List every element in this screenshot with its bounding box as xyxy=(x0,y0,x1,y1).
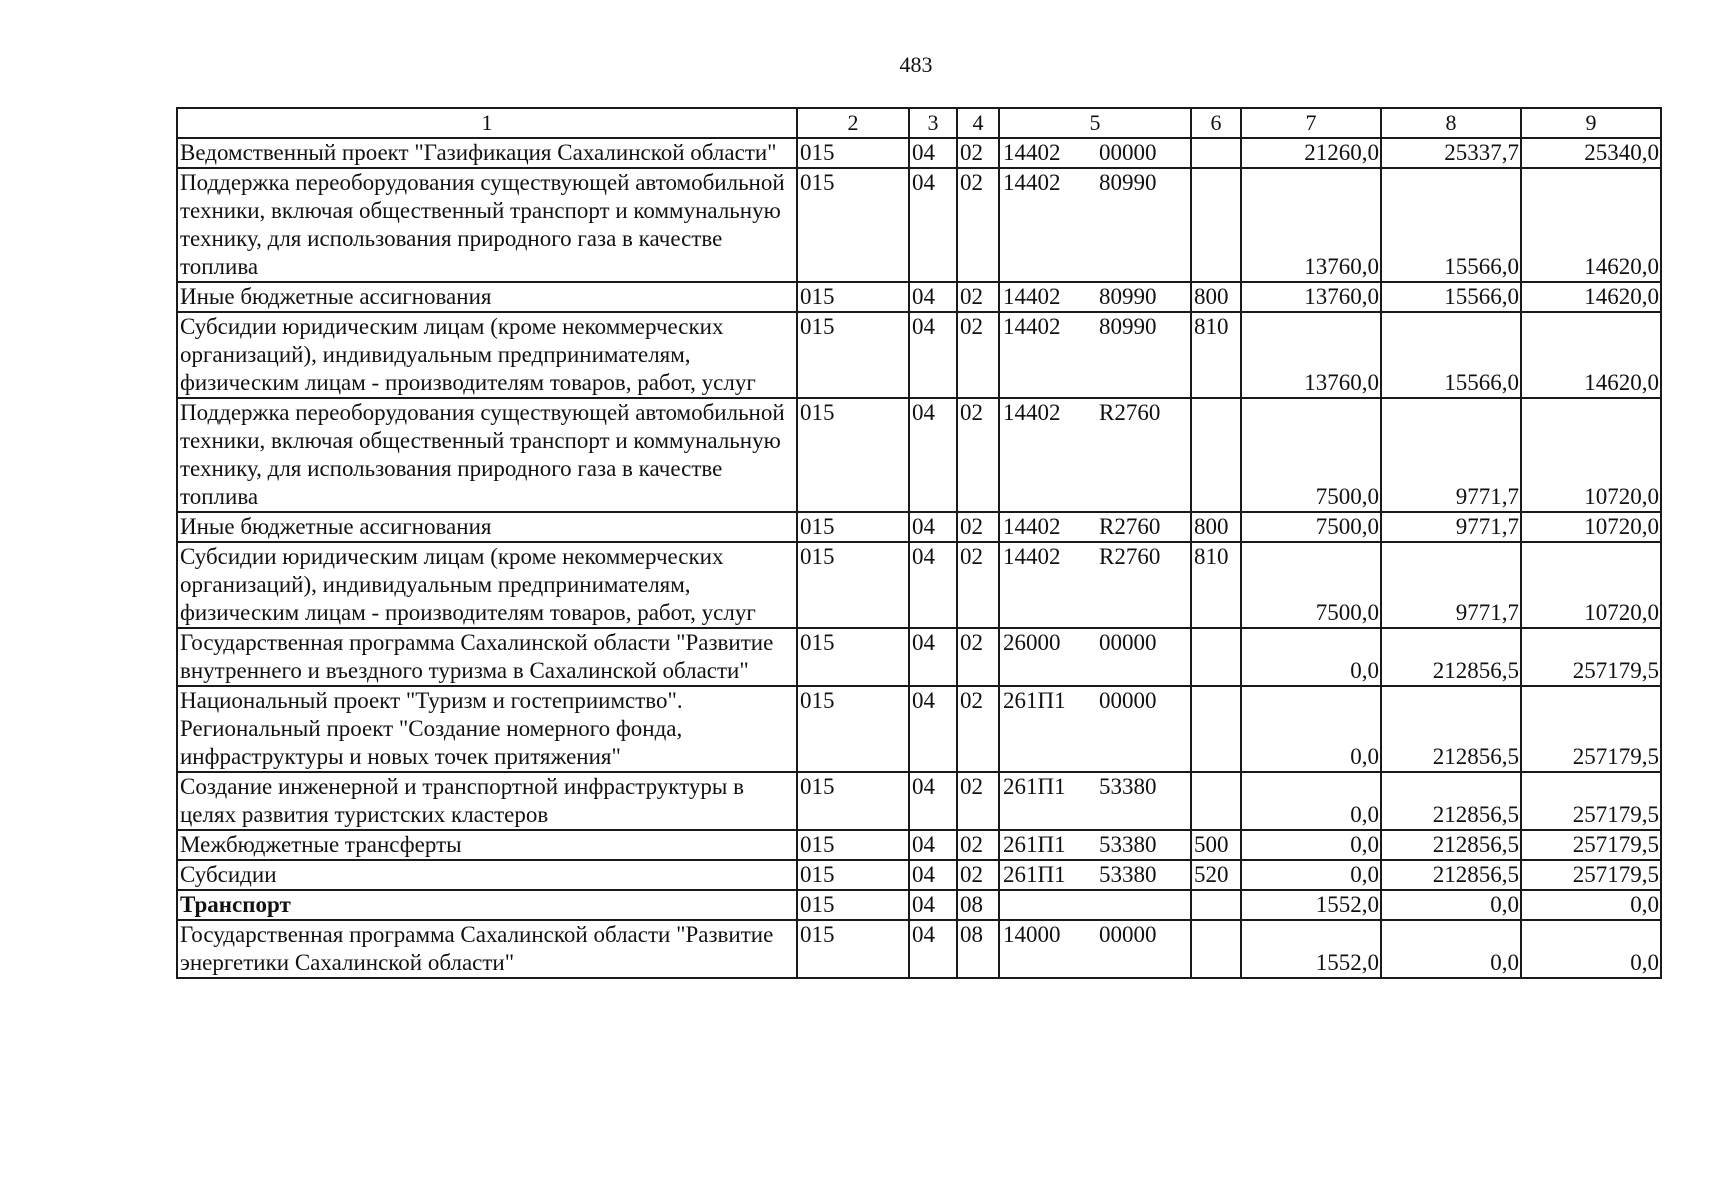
row-col-3: 04 xyxy=(909,168,957,282)
row-col-8: 212856,5 xyxy=(1381,772,1521,830)
header-row xyxy=(177,108,1661,138)
row-col-6 xyxy=(1191,168,1241,282)
row-col-7: 1552,0 xyxy=(1241,920,1381,978)
row-col-3: 04 xyxy=(909,920,957,978)
row-col-9: 257179,5 xyxy=(1521,772,1661,830)
row-col-2: 015 xyxy=(797,282,909,312)
row-col-4: 02 xyxy=(957,312,999,398)
row-name: Субсидии xyxy=(177,860,797,890)
row-col-3: 04 xyxy=(909,138,957,168)
row-col-3: 04 xyxy=(909,312,957,398)
row-col-9: 257179,5 xyxy=(1521,628,1661,686)
row-col-3: 04 xyxy=(909,282,957,312)
row-col-2: 015 xyxy=(797,168,909,282)
row-col-2: 015 xyxy=(797,860,909,890)
row-col-7: 1552,0 xyxy=(1241,890,1381,920)
row-col-7: 13760,0 xyxy=(1241,168,1381,282)
row-name: Иные бюджетные ассигнования xyxy=(177,512,797,542)
row-col-6 xyxy=(1191,628,1241,686)
table-row xyxy=(177,138,1661,168)
row-col-5-program: 261П1 xyxy=(1003,862,1066,887)
row-col-5-program: 261П1 xyxy=(1003,688,1066,713)
row-name: Субсидии юридическим лицам (кроме некоммерческих организаций), индивидуальным предпринимателям, физическим лицам - производителям товаров, работ, услуг xyxy=(177,312,797,398)
row-col-7: 0,0 xyxy=(1241,628,1381,686)
row-col-5 xyxy=(999,686,1191,772)
row-col-5-program: 14000 xyxy=(1003,922,1061,947)
row-col-4: 02 xyxy=(957,138,999,168)
row-col-5 xyxy=(999,312,1191,398)
row-col-2: 015 xyxy=(797,830,909,860)
row-col-5 xyxy=(999,282,1191,312)
row-col-3: 04 xyxy=(909,772,957,830)
table-row xyxy=(177,772,1661,830)
row-col-4: 02 xyxy=(957,830,999,860)
row-col-5-program: 26000 xyxy=(1003,630,1061,655)
row-col-9: 10720,0 xyxy=(1521,512,1661,542)
row-col-9: 14620,0 xyxy=(1521,168,1661,282)
row-name: Поддержка переоборудования существующей автомобильной техники, включая общественный транспорт и коммунальную технику, для использования природного газа в качестве топлива xyxy=(177,398,797,512)
row-col-2: 015 xyxy=(797,772,909,830)
table-row xyxy=(177,282,1661,312)
row-col-4: 02 xyxy=(957,860,999,890)
header-col-6: 6 xyxy=(1191,108,1241,138)
row-col-9: 10720,0 xyxy=(1521,398,1661,512)
row-col-6: 800 xyxy=(1191,282,1241,312)
row-col-8: 15566,0 xyxy=(1381,312,1521,398)
table-row xyxy=(177,920,1661,978)
row-col-5 xyxy=(999,398,1191,512)
row-name: Транспорт xyxy=(177,890,797,920)
row-name: Государственная программа Сахалинской области "Развитие внутреннего и въездного туризма в Сахалинской области" xyxy=(177,628,797,686)
row-col-2: 015 xyxy=(797,312,909,398)
table-row xyxy=(177,542,1661,628)
row-col-9: 14620,0 xyxy=(1521,312,1661,398)
row-col-5 xyxy=(999,628,1191,686)
row-col-2: 015 xyxy=(797,686,909,772)
row-col-8: 15566,0 xyxy=(1381,282,1521,312)
row-col-5-direction: 80990 xyxy=(1099,284,1157,309)
row-col-3: 04 xyxy=(909,860,957,890)
table-row xyxy=(177,312,1661,398)
row-name: Государственная программа Сахалинской области "Развитие энергетики Сахалинской области" xyxy=(177,920,797,978)
row-col-3: 04 xyxy=(909,830,957,860)
row-col-5 xyxy=(999,138,1191,168)
row-col-7: 0,0 xyxy=(1241,772,1381,830)
header-col-4: 4 xyxy=(957,108,999,138)
header-col-9: 9 xyxy=(1521,108,1661,138)
row-col-7: 7500,0 xyxy=(1241,398,1381,512)
row-col-3: 04 xyxy=(909,628,957,686)
row-col-6 xyxy=(1191,920,1241,978)
budget-table xyxy=(176,107,1662,979)
row-name: Национальный проект "Туризм и гостеприимство". Региональный проект "Создание номерного фонда, инфраструктуры и новых точек притяжения" xyxy=(177,686,797,772)
row-col-8: 0,0 xyxy=(1381,920,1521,978)
row-col-6 xyxy=(1191,138,1241,168)
row-col-4: 02 xyxy=(957,512,999,542)
row-col-5-direction: 53380 xyxy=(1099,862,1157,887)
row-col-7: 7500,0 xyxy=(1241,542,1381,628)
row-col-5-direction: 00000 xyxy=(1099,922,1157,947)
row-col-9: 25340,0 xyxy=(1521,138,1661,168)
row-name: Межбюджетные трансферты xyxy=(177,830,797,860)
row-col-2: 015 xyxy=(797,920,909,978)
row-col-9: 0,0 xyxy=(1521,920,1661,978)
row-col-5-direction: R2760 xyxy=(1099,544,1161,569)
row-col-8: 212856,5 xyxy=(1381,860,1521,890)
row-col-5 xyxy=(999,860,1191,890)
table-body xyxy=(177,138,1661,978)
row-col-8: 9771,7 xyxy=(1381,542,1521,628)
header-col-8: 8 xyxy=(1381,108,1521,138)
row-col-4: 02 xyxy=(957,772,999,830)
row-col-5 xyxy=(999,512,1191,542)
row-col-6: 800 xyxy=(1191,512,1241,542)
header-col-3: 3 xyxy=(909,108,957,138)
row-col-4: 08 xyxy=(957,920,999,978)
table-row xyxy=(177,512,1661,542)
row-col-8: 9771,7 xyxy=(1381,398,1521,512)
header-col-2: 2 xyxy=(797,108,909,138)
row-col-4: 02 xyxy=(957,168,999,282)
row-col-6: 810 xyxy=(1191,312,1241,398)
table-row xyxy=(177,686,1661,772)
row-col-4: 02 xyxy=(957,628,999,686)
row-col-5-direction: 80990 xyxy=(1099,314,1157,339)
table-row xyxy=(177,890,1661,920)
row-col-4: 02 xyxy=(957,282,999,312)
row-col-4: 02 xyxy=(957,398,999,512)
row-col-2: 015 xyxy=(797,138,909,168)
row-col-6 xyxy=(1191,686,1241,772)
row-col-5-program: 14402 xyxy=(1003,170,1061,195)
row-col-9: 257179,5 xyxy=(1521,830,1661,860)
table-row xyxy=(177,628,1661,686)
row-col-6: 520 xyxy=(1191,860,1241,890)
row-col-4: 02 xyxy=(957,686,999,772)
row-col-8: 0,0 xyxy=(1381,890,1521,920)
row-col-6 xyxy=(1191,890,1241,920)
table-row xyxy=(177,168,1661,282)
row-col-5 xyxy=(999,168,1191,282)
row-col-2: 015 xyxy=(797,542,909,628)
row-col-5-program: 14402 xyxy=(1003,284,1061,309)
row-col-7: 0,0 xyxy=(1241,686,1381,772)
row-col-7: 13760,0 xyxy=(1241,312,1381,398)
row-col-5-program: 14402 xyxy=(1003,514,1061,539)
row-col-7: 21260,0 xyxy=(1241,138,1381,168)
row-col-5-direction: R2760 xyxy=(1099,400,1161,425)
row-col-2: 015 xyxy=(797,628,909,686)
row-col-8: 9771,7 xyxy=(1381,512,1521,542)
row-col-5-program: 261П1 xyxy=(1003,774,1066,799)
row-col-5-program: 14402 xyxy=(1003,400,1061,425)
row-col-9: 257179,5 xyxy=(1521,686,1661,772)
table-row xyxy=(177,398,1661,512)
row-col-8: 212856,5 xyxy=(1381,830,1521,860)
row-col-5-direction: R2760 xyxy=(1099,514,1161,539)
page-number: 483 xyxy=(899,52,933,77)
row-col-5 xyxy=(999,890,1191,920)
row-col-8: 25337,7 xyxy=(1381,138,1521,168)
row-col-3: 04 xyxy=(909,542,957,628)
row-col-7: 13760,0 xyxy=(1241,282,1381,312)
row-col-6: 500 xyxy=(1191,830,1241,860)
row-col-5-program: 14402 xyxy=(1003,314,1061,339)
row-col-8: 212856,5 xyxy=(1381,686,1521,772)
row-col-2: 015 xyxy=(797,398,909,512)
row-name: Поддержка переоборудования существующей автомобильной техники, включая общественный транспорт и коммунальную технику, для использования природного газа в качестве топлива xyxy=(177,168,797,282)
row-name: Создание инженерной и транспортной инфраструктуры в целях развития туристских кластеров xyxy=(177,772,797,830)
row-col-5-direction: 00000 xyxy=(1099,688,1157,713)
row-col-5-direction: 00000 xyxy=(1099,630,1157,655)
row-col-5-direction: 80990 xyxy=(1099,170,1157,195)
row-col-5 xyxy=(999,542,1191,628)
header-col-1: 1 xyxy=(177,108,797,138)
header-col-5: 5 xyxy=(999,108,1191,138)
row-col-5-direction: 53380 xyxy=(1099,774,1157,799)
row-col-5-program: 14402 xyxy=(1003,140,1061,165)
row-col-2: 015 xyxy=(797,890,909,920)
row-col-2: 015 xyxy=(797,512,909,542)
table-row xyxy=(177,860,1661,890)
row-col-5-direction: 00000 xyxy=(1099,140,1157,165)
row-col-6 xyxy=(1191,772,1241,830)
row-col-6 xyxy=(1191,398,1241,512)
row-col-9: 14620,0 xyxy=(1521,282,1661,312)
row-col-5-direction: 53380 xyxy=(1099,832,1157,857)
row-col-5-program: 14402 xyxy=(1003,544,1061,569)
row-col-7: 0,0 xyxy=(1241,830,1381,860)
row-name: Ведомственный проект "Газификация Сахалинской области" xyxy=(177,138,797,168)
row-col-5 xyxy=(999,772,1191,830)
row-col-5 xyxy=(999,830,1191,860)
row-col-6: 810 xyxy=(1191,542,1241,628)
row-col-7: 0,0 xyxy=(1241,860,1381,890)
row-col-5-program: 261П1 xyxy=(1003,832,1066,857)
row-col-3: 04 xyxy=(909,512,957,542)
row-col-9: 257179,5 xyxy=(1521,860,1661,890)
row-col-7: 7500,0 xyxy=(1241,512,1381,542)
header-col-7: 7 xyxy=(1241,108,1381,138)
row-name: Иные бюджетные ассигнования xyxy=(177,282,797,312)
row-col-3: 04 xyxy=(909,686,957,772)
row-col-4: 08 xyxy=(957,890,999,920)
row-col-8: 15566,0 xyxy=(1381,168,1521,282)
row-col-3: 04 xyxy=(909,890,957,920)
row-col-3: 04 xyxy=(909,398,957,512)
row-col-8: 212856,5 xyxy=(1381,628,1521,686)
row-col-5 xyxy=(999,920,1191,978)
row-name: Субсидии юридическим лицам (кроме некоммерческих организаций), индивидуальным предпринимателям, физическим лицам - производителям товаров, работ, услуг xyxy=(177,542,797,628)
row-col-9: 10720,0 xyxy=(1521,542,1661,628)
row-col-4: 02 xyxy=(957,542,999,628)
row-col-9: 0,0 xyxy=(1521,890,1661,920)
table-row xyxy=(177,830,1661,860)
